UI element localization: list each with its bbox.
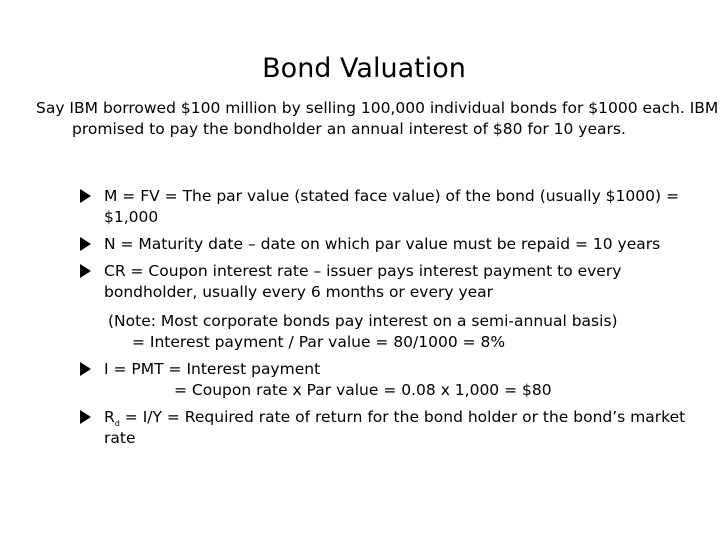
bullet-text: M = FV = The par value (stated face value) of the bond (usually $1000) = $1,000: [104, 187, 679, 226]
arrow-bullet-icon: [80, 189, 91, 203]
bullet-item-required-return: [80, 407, 700, 449]
intro-paragraph: Say IBM borrowed $100 million by selling 100,000 individual bonds for $1000 each. IBM promised to pay the bondholder an annual interest of $80 for 10 years.: [36, 99, 719, 138]
bullet-text: = I/Y = Required rate of return for the bond holder or the bond’s market rate: [104, 408, 686, 447]
bullet-formula: = Coupon rate x Par value = 0.08 x 1,000 = $80: [174, 381, 552, 399]
arrow-bullet-icon: [80, 362, 91, 376]
bullet-item-coupon-rate: [80, 261, 700, 353]
bullet-text: CR = Coupon interest rate – issuer pays interest payment to every bondholder, usually every 6 months or every year: [104, 262, 622, 301]
bullet-list: [80, 186, 700, 455]
bullet-text: I = PMT = Interest payment: [104, 360, 321, 378]
bullet-prefix: R: [104, 408, 115, 426]
note-formula: = Interest payment / Par value = 80/1000 = 8%: [132, 333, 506, 351]
bullet-subscript: d: [114, 419, 120, 429]
bullet-text: N = Maturity date – date on which par value must be repaid = 10 years: [104, 235, 661, 253]
arrow-bullet-icon: [80, 410, 91, 424]
note-text: (Note: Most corporate bonds pay interest on a semi-annual basis): [108, 312, 618, 330]
bullet-item-maturity: [80, 234, 700, 255]
arrow-bullet-icon: [80, 264, 91, 278]
slide-title: Bond Valuation: [262, 53, 466, 84]
bullet-item-interest-payment: [80, 359, 700, 401]
bullet-item-par-value: [80, 186, 700, 228]
arrow-bullet-icon: [80, 237, 91, 251]
bullet-note: [108, 311, 700, 353]
